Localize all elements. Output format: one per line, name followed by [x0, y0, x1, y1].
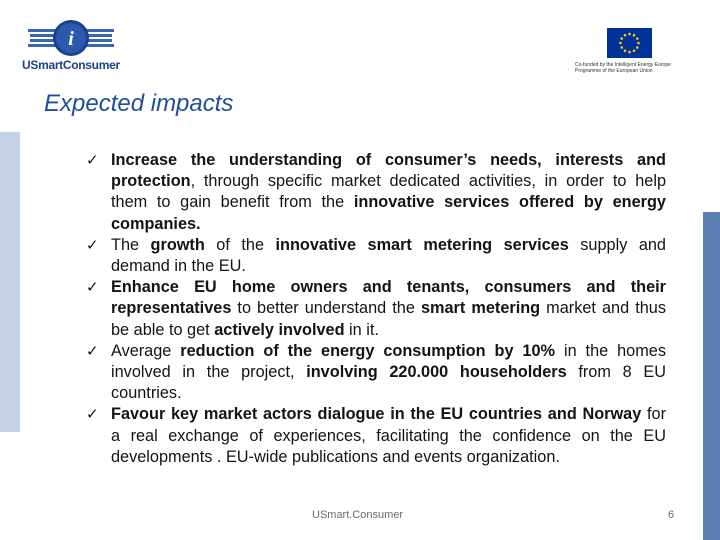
eu-star	[636, 46, 639, 49]
bullet-emphasis: innovative smart metering services	[275, 235, 569, 254]
bullet-text: from 8 EU countries.	[111, 363, 666, 403]
bullet-emphasis: reduction of the energy consumption by 10%	[180, 341, 556, 360]
eu-funding-caption	[575, 62, 687, 74]
bullet-text: supply and demand in the EU.	[111, 235, 666, 276]
left-accent-bar	[0, 132, 20, 432]
eu-star	[633, 34, 636, 37]
eu-star	[628, 33, 631, 36]
eu-flag-icon	[607, 28, 652, 58]
page-number: 6	[668, 509, 675, 521]
checkmark-icon: ✓	[86, 236, 99, 254]
bullet-emphasis: smart metering	[420, 299, 541, 318]
bullet-emphasis: growth	[150, 235, 205, 254]
eu-star	[620, 37, 623, 40]
checkmark-icon: ✓	[86, 342, 99, 360]
footer-text: USmart.Consumer	[312, 509, 404, 521]
bullet-item	[86, 235, 666, 277]
bullet-text: of the	[204, 235, 276, 254]
globe-logo-icon	[28, 18, 114, 58]
bullet-emphasis: innovative services offered by energy companies.	[111, 193, 666, 233]
checkmark-icon: ✓	[86, 406, 99, 424]
eu-star	[633, 49, 636, 52]
bullet-emphasis: Favour key market actors dialogue in the EU countries and Norway	[111, 405, 642, 424]
eu-star	[624, 49, 627, 52]
eu-star	[636, 37, 639, 40]
svg-text:i: i	[68, 28, 74, 50]
bullet-text: The	[111, 235, 151, 254]
bullet-text: Average	[111, 341, 181, 360]
eu-caption-line1: Co-funded by the Intelligent Energy Europe	[575, 62, 671, 68]
impact-bullet-list	[86, 150, 666, 468]
bullet-text: in the homes involved in the project,	[111, 341, 666, 382]
bullet-item	[86, 341, 666, 405]
bullet-text: , through specific market dedicated activities, in order to help them to gain benefit from the	[111, 172, 666, 212]
logo-text: USmartConsumer	[22, 58, 120, 72]
bullet-item	[86, 150, 666, 235]
bullet-emphasis: actively involved	[214, 320, 345, 339]
bullet-text: market and thus be able to get	[111, 299, 666, 339]
eu-star	[637, 42, 640, 45]
checkmark-icon: ✓	[86, 152, 99, 169]
bullet-emphasis: Increase the understanding of consumer’s needs, interests and protection	[111, 151, 666, 191]
checkmark-icon: ✓	[86, 279, 99, 297]
bullet-item	[86, 277, 666, 341]
bullet-text: for a real exchange of experiences, facilitating the confidence on the EU developments . EU-wide publications and events organization.	[111, 405, 666, 466]
bullet-emphasis: Enhance EU home owners and tenants, consumers and their representatives	[111, 278, 666, 318]
eu-caption-line2: Programme of the European Union	[575, 68, 653, 74]
eu-star	[628, 51, 631, 54]
slide-title: Expected impacts	[44, 90, 234, 117]
bullet-text: to better understand the	[231, 299, 421, 318]
bullet-text: in it.	[344, 320, 379, 339]
bullet-item	[86, 404, 666, 468]
eu-star	[620, 46, 623, 49]
right-accent-bar	[703, 212, 720, 540]
bullet-emphasis: involving 220.000 householders	[306, 363, 567, 382]
eu-star	[619, 42, 622, 45]
eu-star	[624, 34, 627, 37]
usmartconsumer-logo	[22, 18, 122, 74]
